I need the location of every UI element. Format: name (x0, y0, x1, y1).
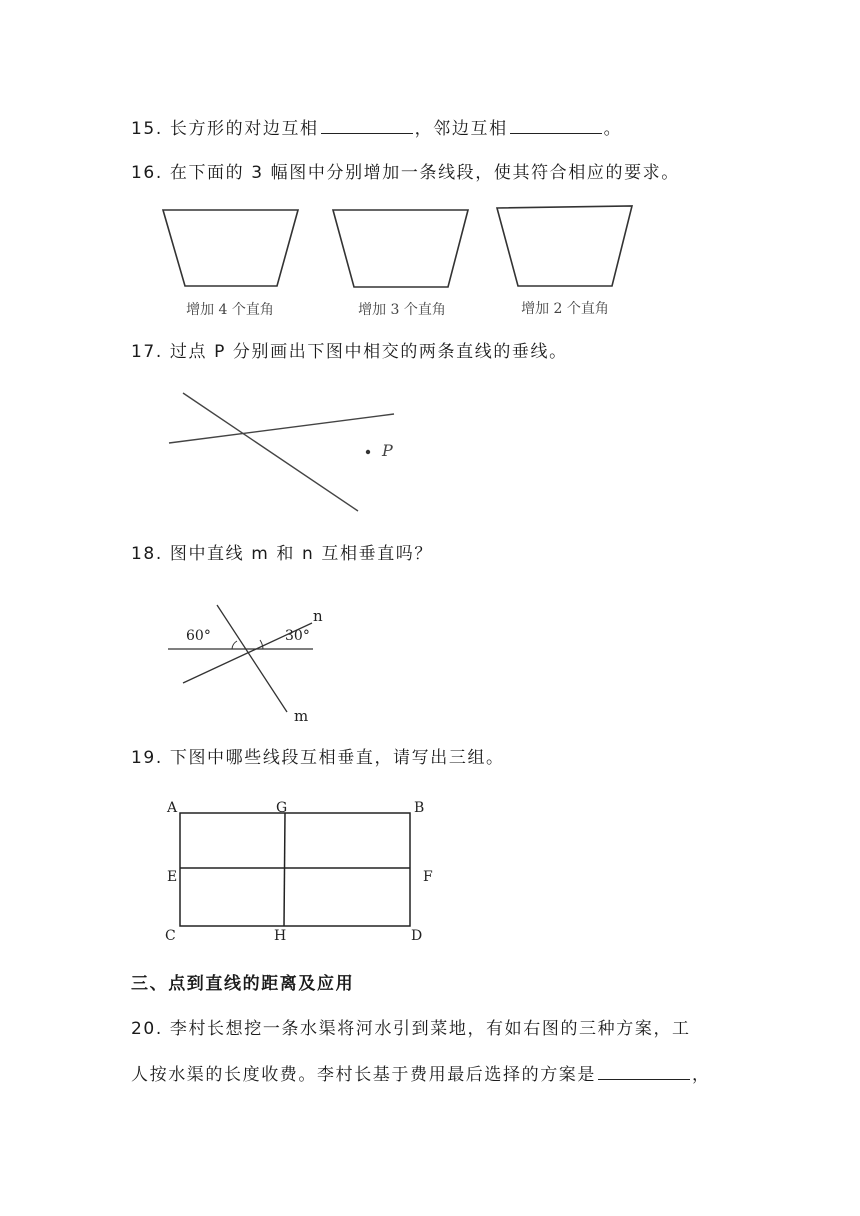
question-20-line-2 (131, 1063, 711, 1086)
question-number: 15. (131, 119, 163, 139)
label-c: C (165, 928, 176, 944)
line-label-n: n (313, 607, 323, 625)
question-text-part: 长方形的对边互相 (169, 119, 319, 139)
q18-angle-figure (160, 600, 360, 725)
question-20-line-1 (131, 1018, 691, 1040)
question-number: 16. (131, 163, 163, 183)
question-number: 19. (131, 748, 163, 768)
label-g: G (276, 800, 288, 816)
question-number: 20. (131, 1019, 163, 1039)
question-19 (131, 747, 505, 769)
answer-blank[interactable] (321, 117, 413, 134)
question-number: 17. (131, 342, 163, 362)
question-17 (131, 341, 568, 363)
point-p (366, 450, 370, 454)
segment-gh (284, 813, 285, 926)
point-p-label: P (382, 441, 393, 460)
q17-intersecting-lines (160, 385, 410, 515)
question-text: 图中直线 m 和 n 互相垂直吗？ (169, 544, 434, 564)
line-shallow (169, 414, 394, 443)
angle-arc-left (232, 641, 237, 649)
answer-blank[interactable] (510, 117, 602, 134)
trapezoid-2 (333, 210, 468, 287)
trapezoid-1 (163, 210, 298, 286)
label-e: E (167, 869, 178, 885)
question-text: 下图中哪些线段互相垂直，请写出三组。 (169, 748, 505, 768)
angle-label-left: 60° (186, 628, 211, 644)
q16-trapezoid-figures (150, 200, 650, 325)
section-heading: 三、点到直线的距离及应用 (131, 974, 355, 994)
question-16 (131, 162, 680, 184)
label-b: B (414, 800, 425, 816)
question-text-part: ， (692, 1065, 711, 1085)
caption-1: 增加 4 个直角 (186, 302, 274, 318)
label-a: A (167, 800, 178, 816)
caption-3: 增加 2 个直角 (521, 301, 609, 317)
question-text: 人按水渠的长度收费。李村长基于费用最后选择的方案是 (131, 1065, 596, 1085)
line-m (217, 605, 287, 712)
question-text-part: 。 (603, 119, 623, 139)
angle-label-right: 30° (285, 628, 310, 644)
line-steep (183, 393, 358, 511)
question-text-part: ，邻边互相 (414, 119, 508, 139)
rectangle-abcd (180, 813, 410, 926)
question-text: 在下面的 3 幅图中分别增加一条线段，使其符合相应的要求。 (169, 163, 680, 183)
line-label-m: m (294, 707, 309, 725)
question-text: 李村长想挖一条水渠将河水引到菜地，有如右图的三种方案，工 (169, 1019, 691, 1039)
question-text: 过点 P 分别画出下图中相交的两条直线的垂线。 (169, 342, 568, 362)
question-number: 18. (131, 544, 163, 564)
label-d: D (411, 928, 423, 944)
question-18 (131, 543, 433, 565)
q19-rectangle-figure (160, 790, 450, 950)
label-h: H (274, 928, 287, 944)
label-f: F (423, 869, 433, 885)
trapezoid-3 (497, 206, 632, 286)
caption-2: 增加 3 个直角 (358, 302, 446, 318)
question-15 (131, 117, 622, 140)
answer-blank[interactable] (598, 1063, 690, 1080)
